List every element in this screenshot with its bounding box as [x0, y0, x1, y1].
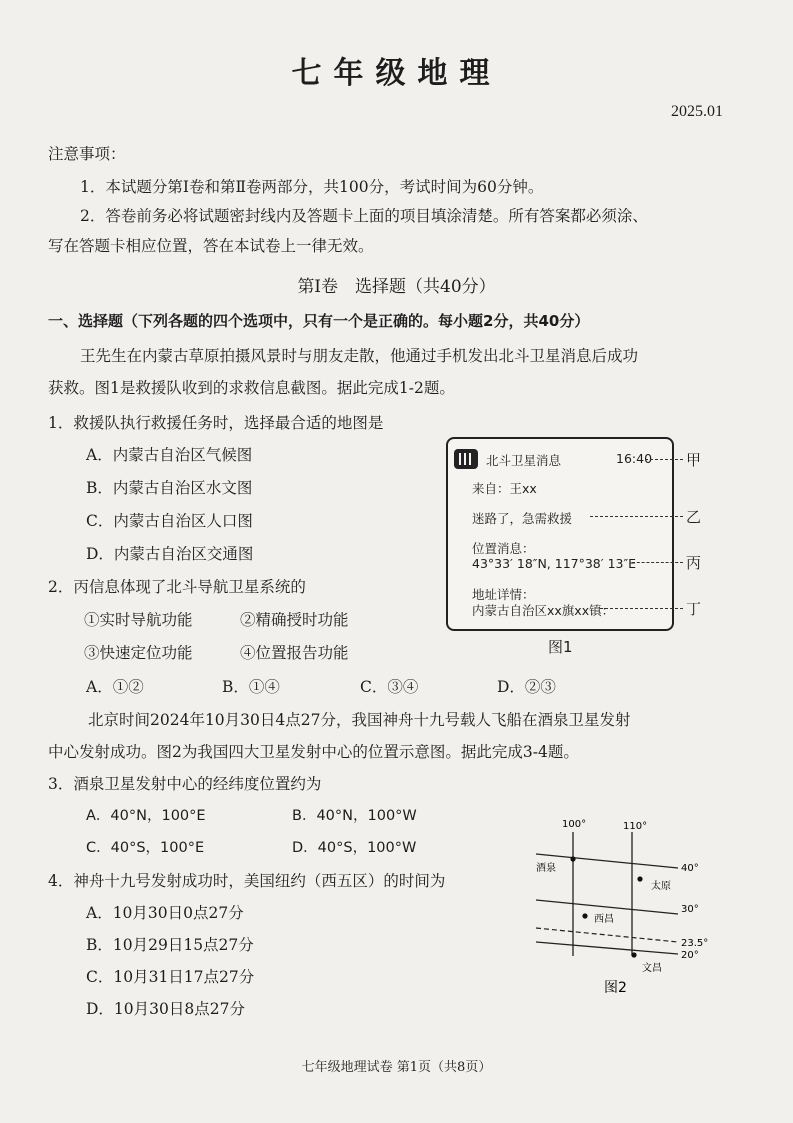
- message-from: 来自：王xx: [472, 481, 537, 496]
- q3-option-a: A．40°N，100°E: [86, 808, 206, 824]
- wenchang-dot: [631, 952, 636, 957]
- taiyuan-dot: [637, 876, 642, 881]
- notice-item-2-cont: 写在答题卡相应位置，答在本试卷上一律无效。: [48, 237, 374, 255]
- leader-line-jia: [645, 459, 683, 460]
- q1-option-c: C．内蒙古自治区人口图: [86, 512, 253, 530]
- q2-option-a: A．①②: [86, 678, 144, 696]
- q2-stem: 2．丙信息体现了北斗导航卫星系统的: [48, 578, 306, 596]
- lat-label-30: 30°: [681, 904, 699, 915]
- position-label: 位置消息：: [472, 541, 535, 556]
- parallel-20: [536, 942, 678, 954]
- site-label-wenchang: 文昌: [642, 963, 662, 974]
- q2-item-1: ①实时导航功能: [84, 611, 193, 629]
- intro1-line2: 获救。图1是救援队收到的求救信息截图。据此完成1-2题。: [48, 379, 455, 397]
- tag-yi: 乙: [686, 508, 702, 526]
- message-time: 16:40: [616, 451, 653, 466]
- q3-option-c: C．40°S，100°E: [86, 840, 205, 856]
- site-label-jiuquan: 酒泉: [536, 863, 556, 874]
- q2-item-3: ③快速定位功能: [84, 644, 193, 662]
- address-label: 地址详情：: [472, 587, 535, 602]
- exam-date: 2025.01: [671, 103, 723, 120]
- q3-stem: 3．酒泉卫星发射中心的经纬度位置约为: [48, 775, 322, 793]
- tag-jia: 甲: [686, 451, 702, 469]
- q4-option-a: A．10月30日0点27分: [86, 904, 244, 922]
- q1-option-a: A．内蒙古自治区气候图: [86, 446, 253, 464]
- parallel-30: [536, 900, 678, 914]
- figure-2-caption: 图2: [604, 980, 627, 996]
- leader-line-yi: [590, 516, 683, 517]
- q2-item-4: ④位置报告功能: [240, 644, 349, 662]
- lat-label-40: 40°: [681, 863, 699, 874]
- address-value: 内蒙古自治区xx旗xx镇：: [472, 603, 615, 618]
- site-label-xichang: 西昌: [594, 914, 614, 925]
- q2-option-b: B．①④: [222, 678, 280, 696]
- lon-label-110: 110°: [623, 821, 648, 832]
- lat-label-20: 20°: [681, 950, 699, 961]
- q1-stem: 1．救援队执行救援任务时，选择最合适的地图是: [48, 414, 384, 432]
- leader-line-bing: [632, 562, 683, 563]
- tag-ding: 丁: [686, 600, 702, 618]
- figure-1-caption: 图1: [548, 638, 573, 656]
- jiuquan-dot: [570, 856, 575, 861]
- tropic-of-cancer: [536, 928, 678, 942]
- notice-item-2: 2．答卷前务必将试题密封线内及答题卡上面的项目填涂清楚。所有答案都必须涂、: [80, 207, 648, 225]
- q2-item-2: ②精确授时功能: [240, 611, 349, 629]
- message-header: 北斗卫星消息: [486, 453, 562, 468]
- lon-label-100: 100°: [562, 819, 587, 830]
- q1-option-b: B．内蒙古自治区水文图: [86, 479, 253, 497]
- q2-option-c: C．③④: [360, 678, 419, 696]
- q2-option-d: D．②③: [497, 678, 556, 696]
- q1-option-d: D．内蒙古自治区交通图: [86, 545, 254, 563]
- intro2-line2: 中心发射成功。图2为我国四大卫星发射中心的位置示意图。据此完成3-4题。: [48, 743, 579, 761]
- lat-label-23-5: 23.5°: [681, 938, 709, 949]
- satellite-message-icon: [454, 449, 478, 469]
- q4-stem: 4．神舟十九号发射成功时，美国纽约（西五区）的时间为: [48, 872, 446, 890]
- position-value: 43°33′ 18″N, 117°38′ 13″E: [472, 556, 637, 571]
- q4-option-c: C．10月31日17点27分: [86, 968, 255, 986]
- page-title: 七年级地理: [291, 56, 502, 91]
- intro2-line1: 北京时间2024年10月30日4点27分，我国神舟十九号载人飞船在酒泉卫星发射: [88, 711, 631, 729]
- part-heading: 一、选择题（下列各题的四个选项中，只有一个是正确的。每小题2分，共40分）: [48, 312, 590, 330]
- intro1-line1: 王先生在内蒙古草原拍摄风景时与朋友走散，他通过手机发出北斗卫星消息后成功: [80, 347, 639, 365]
- notice-heading: 注意事项：: [48, 145, 126, 163]
- q3-option-b: B．40°N，100°W: [292, 808, 417, 824]
- figure-2-launch-site-map: [528, 818, 718, 998]
- parallel-40: [536, 854, 678, 868]
- xichang-dot: [582, 913, 587, 918]
- page-footer: 七年级地理试卷 第1页（共8页）: [301, 1060, 492, 1075]
- q4-option-b: B．10月29日15点27分: [86, 936, 254, 954]
- message-body: 迷路了，急需救援: [472, 511, 573, 526]
- site-label-taiyuan: 太原: [651, 881, 671, 892]
- q4-option-d: D．10月30日8点27分: [86, 1000, 245, 1018]
- figure-1-message-card: [446, 437, 674, 631]
- section-title: 第Ⅰ卷 选择题（共40分）: [297, 277, 496, 297]
- tag-bing: 丙: [686, 554, 702, 572]
- q3-option-d: D．40°S，100°W: [292, 840, 417, 856]
- leader-line-ding: [600, 608, 683, 609]
- notice-item-1: 1．本试题分第Ⅰ卷和第Ⅱ卷两部分，共100分，考试时间为60分钟。: [80, 178, 544, 196]
